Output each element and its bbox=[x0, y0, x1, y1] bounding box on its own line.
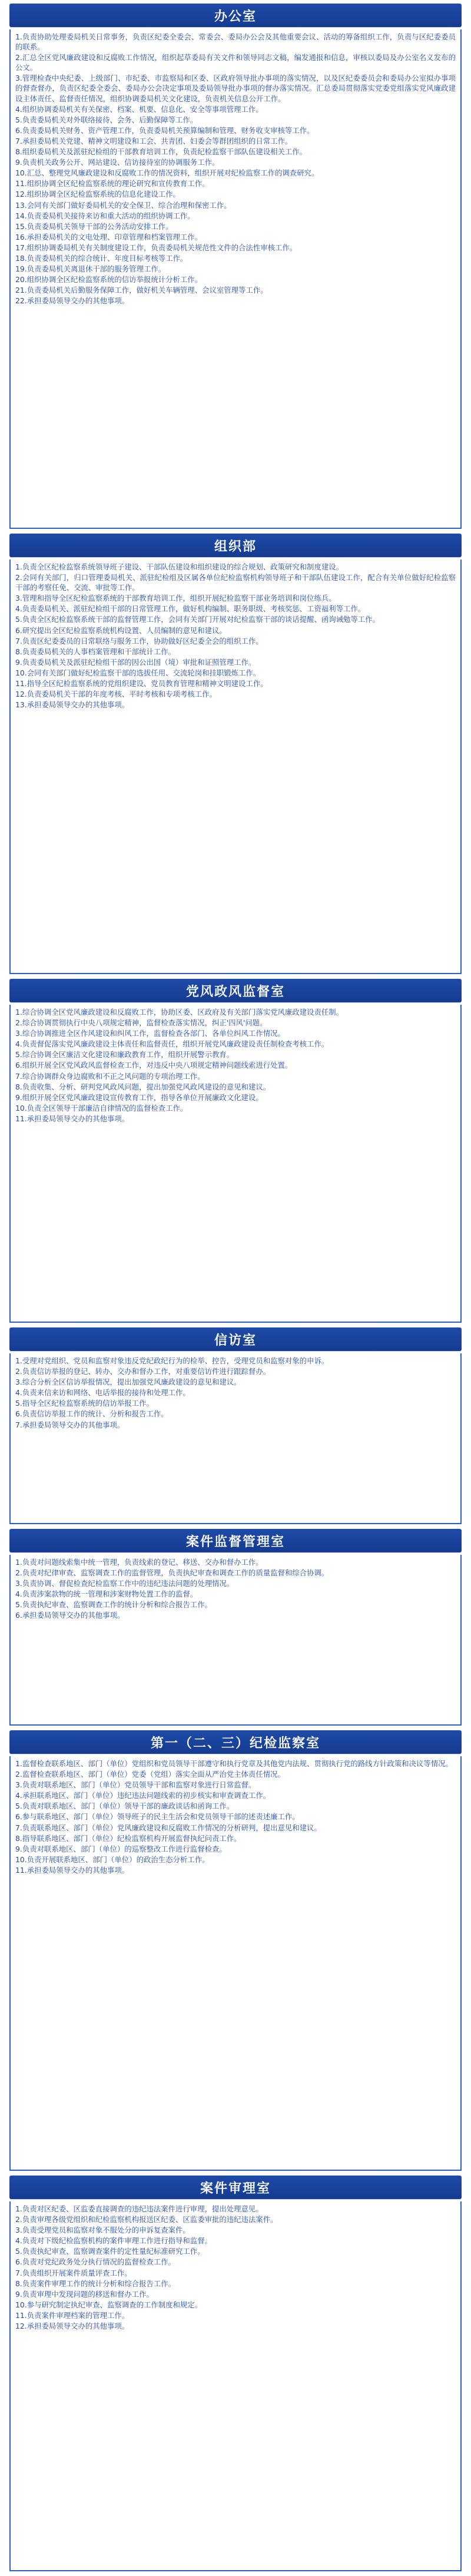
section-body bbox=[9, 1756, 462, 2171]
section-header: 组织部 bbox=[9, 534, 462, 557]
duty-item: 11.组织协调全区纪检监察系统的理论研究和宣传教育工作。 bbox=[15, 179, 210, 188]
duty-item: 5.负责全区纪检监察系统干部的监督管理工作，会同有关部门开展对纪检监察干部的谈话提醒、函询诫勉等工作。 bbox=[15, 615, 380, 624]
section-organization bbox=[6, 534, 465, 979]
duty-item: 7.负责组织开展案件质量评查工作。 bbox=[15, 2268, 132, 2277]
duty-item: 4.组织协调委局机关有关保密、档案、机要、信息化、安全等事项管理工作。 bbox=[15, 104, 263, 114]
duty-item: 4.承担联系地区、部门（单位）违纪违法问题线索的初步核实和审查调查工作。 bbox=[15, 1791, 271, 1800]
duty-item: 1.负责对区纪委、区监委直接调查的违纪违法案件进行审理，提出处理意见。 bbox=[15, 2204, 263, 2213]
duty-item: 11.负责案件审理档案的管理工作。 bbox=[15, 2310, 130, 2320]
duty-item: 20.组织协调全区纪检监察系统的信访举报统计分析工作。 bbox=[15, 275, 203, 284]
duty-item: 6.负责信访举报工作的统计、分析和报告工作。 bbox=[15, 1409, 168, 1419]
section-case-management bbox=[6, 1529, 465, 1730]
duty-item: 2.负责信访举报的登记、转办、交办和督办工作，对重要信访件进行跟踪督办。 bbox=[15, 1367, 271, 1376]
section-body bbox=[9, 559, 462, 974]
duty-item: 3.管理检查中央纪委、上级部门、市纪委、市监察局和区委、区政府领导批办事项的落实情况，以及区纪委委员会和委局办公室拟办事项的督查督办，负责区纪委全委会、委局办公会决定事项及委局领导批办事项的督办落实情况。汇总委局贯彻落实党委党组落实党风廉政建设主体责任、监督责任情况，组织协调委局机关文化建设，负责机关信息公开工作。 bbox=[15, 74, 456, 103]
duty-item: 3.管理和指导全区纪检监察系统的干部教育培训工作，组织开展纪检监察干部业务培训和岗位练兵。 bbox=[15, 594, 336, 603]
section-header: 第一（二、三）纪检监察室 bbox=[9, 1730, 462, 1754]
duty-item: 8.指导联系地区、部门（单位）纪检监察机构开展监督执纪问责工作。 bbox=[15, 1833, 241, 1843]
duty-item: 5.负责执纪审查、监察调查案件的定性量纪标准研究工作。 bbox=[15, 2247, 205, 2256]
duty-item: 9.负责机关政务公开、网站建设、信访接待室的协调服务工作。 bbox=[15, 158, 220, 167]
duty-item: 9.负责对联系地区、部门（单位）的巡察整改工作进行监督检查。 bbox=[15, 1844, 227, 1853]
duty-item: 17.组织协调委局机关有关制度建设工作，负责委局机关规范性文件的合法性审核工作。 bbox=[15, 243, 297, 252]
duty-item: 7.承担委局机关党建、精神文明建设和工会、共青团、妇委会等群团组织的日常工作。 bbox=[15, 136, 293, 145]
duty-item: 11.指导全区纪检监察系统的党组织建设、党员教育管理和精神文明建设工作。 bbox=[15, 679, 268, 688]
duty-item: 4.负责委局机关、派驻纪检组干部的日常管理工作，做好机构编制、职务职级、考核奖惩、工资福利等工作。 bbox=[15, 604, 366, 614]
duty-item: 3.综合分析全区信访举报情况，提出加强党风廉政建设的意见和建议。 bbox=[15, 1378, 241, 1387]
duty-item: 9.组织开展全区党风廉政建设宣传教育工作，指导各单位开展廉政文化建设。 bbox=[15, 1092, 263, 1102]
section-discipline-rooms bbox=[6, 1730, 465, 2176]
section-body bbox=[9, 29, 462, 529]
duty-item: 15.负责委局机关领导干部的公务活动安排工作。 bbox=[15, 221, 173, 231]
duty-item: 10.负责开展联系地区、部门（单位）的政治生态分析工作。 bbox=[15, 1855, 210, 1864]
duty-item: 1.负责全区纪检监察系统领导班子建设、干部队伍建设和组织建设的综合规划、政策研究和制度建设。 bbox=[15, 562, 344, 571]
duty-item: 6.负责委局机关财务、资产管理工作，负责委局机关预算编制和管理、财务收支审核等工作。 bbox=[15, 125, 314, 135]
duty-item: 21.负责委局机关后勤服务保障工作，做好机关车辆管理、会议室管理等工作。 bbox=[15, 286, 268, 295]
section-header: 党风政风监督室 bbox=[9, 979, 462, 1002]
duty-item: 2.会同有关部门，归口管理委局机关、派驻纪检组及区属各单位纪检监察机构领导班子和干部队伍建设工作，配合有关单位做好纪检监察干部的考察任免、交流、审批等工作。 bbox=[15, 573, 456, 592]
duty-item: 12.负责委局机关干部的年度考核、平时考核和专项考核工作。 bbox=[15, 690, 217, 699]
duty-item: 10.汇总、整理党风廉政建设和反腐败工作的情况资料，组织开展对纪检监察工作的调查研究。 bbox=[15, 168, 319, 178]
duty-item: 19.负责委局机关离退休干部的服务管理工作。 bbox=[15, 264, 166, 274]
section-header: 案件监督管理室 bbox=[9, 1529, 462, 1552]
duty-item: 14.负责委局机关接待来访和重大活动的组织协调工作。 bbox=[15, 211, 195, 220]
duty-item: 3.综合协调推进全区作风建设和纠风工作，监督检查各部门、各单位纠风工作情况。 bbox=[15, 1029, 285, 1038]
duty-item: 1.受理对党组织、党员和监察对象违反党纪政纪行为的检举、控告，受理党员和监察对象的申诉。 bbox=[15, 1356, 329, 1365]
duty-item: 1.监督检查联系地区、部门（单位）党组织和党员领导干部遵守和执行党章及其他党内法规、贯彻执行党的路线方针政策和决议等情况。 bbox=[15, 1759, 453, 1768]
duty-item: 7.综合协调群众身边腐败和不正之风问题的专项治理工作。 bbox=[15, 1071, 205, 1081]
section-header: 信访室 bbox=[9, 1327, 462, 1351]
duty-item: 5.指导全区纪检监察系统的信访举报工作。 bbox=[15, 1399, 154, 1408]
duty-item: 18.负责委局机关的综合统计、年度目标考核等工作。 bbox=[15, 253, 188, 263]
duty-item: 5.负责执纪审查、监察调查工作的统计分析和综合报告工作。 bbox=[15, 1600, 212, 1610]
duty-item: 9.负责审理中发现问题的移送和督办工作。 bbox=[15, 2289, 154, 2299]
duty-item: 5.负责委局机关对外联络接待、会务、后勤保障等工作。 bbox=[15, 115, 198, 124]
duty-item: 9.负责委局机关及派驻纪检组干部的因公出国（境）审批和证照管理工作。 bbox=[15, 657, 256, 667]
section-body bbox=[9, 2201, 462, 2571]
duty-item: 4.负责来信来访和网络、电话举报的接待和处理工作。 bbox=[15, 1388, 190, 1398]
duty-item: 10.负责全区领导干部廉洁自律情况的监督检查工作。 bbox=[15, 1103, 188, 1112]
duty-item: 7.负责区纪委委员的日常联络与服务工作，协助做好区纪委全会的组织工作。 bbox=[15, 636, 263, 645]
section-body bbox=[9, 1555, 462, 1726]
duty-item: 2.负责审理各级党组织和纪检监察机构报送区纪委、区监委审批的违纪违法案件。 bbox=[15, 2215, 278, 2224]
section-office bbox=[6, 4, 465, 534]
section-header: 案件审理室 bbox=[9, 2176, 462, 2199]
duty-item: 4.负责督促落实党风廉政建设主体责任和监督责任，组织开展党风廉政建设责任制检查考核工作。 bbox=[15, 1039, 329, 1049]
duty-item: 6.参与联系地区、部门（单位）领导班子的民主生活会和党员领导干部的述责述廉工作。 bbox=[15, 1812, 300, 1822]
duty-item: 4.负责涉案款物的统一管理和涉案财物处置工作的监督。 bbox=[15, 1590, 198, 1599]
section-case-review bbox=[6, 2176, 465, 2576]
duty-item: 3.负责协调、督促检查纪检监察工作中的违纪违法问题的处理情况。 bbox=[15, 1579, 234, 1588]
duty-item: 5.负责对联系地区、部门（单位）领导干部的廉政谈话和函询工作。 bbox=[15, 1802, 234, 1811]
section-petition-office bbox=[6, 1327, 465, 1529]
duty-item: 4.负责对下级纪检监察机构的案件审理工作进行指导和监督。 bbox=[15, 2236, 212, 2246]
duty-item: 7.负责联系地区、部门（单位）党风廉政建设和反腐败工作情况的分析研判，提出意见和建议。 bbox=[15, 1823, 321, 1832]
duty-item: 13.会同有关部门做好委局机关的安全保卫、综合治理和保密工作。 bbox=[15, 200, 231, 210]
duty-item: 8.组织委局机关及派驻纪检组的干部教育培训工作，负责纪检监察干部队伍建设相关工作。 bbox=[15, 147, 307, 157]
duty-item: 13.承担委局领导交办的其他事项。 bbox=[15, 700, 130, 710]
duty-item: 1.负责协助处理委局机关日常事务，负责区纪委全委会、常委会、委局办公会及其他重要会议、活动的筹备组织工作，负责与区纪委委员的联系。 bbox=[15, 32, 456, 52]
duty-item: 1.负责对问题线索集中统一管理，负责线索的登记、移送、交办和督办工作。 bbox=[15, 1558, 263, 1567]
duty-item: 12.承担委局领导交办的其他事项。 bbox=[15, 2322, 130, 2331]
duty-item: 8.负责收集、分析、研判党风政风问题，提出加强党风政风建设的意见和建议。 bbox=[15, 1082, 271, 1091]
duty-item: 5.综合协调全区廉洁文化建设和廉政教育工作，组织开展警示教育。 bbox=[15, 1050, 234, 1059]
duty-item: 3.负责受理党员和监察对象不服处分的申诉复查案件。 bbox=[15, 2226, 190, 2235]
duty-item: 8.负责案件审理工作的统计分析和综合报告工作。 bbox=[15, 2279, 176, 2288]
duty-item: 1.综合协调全区党风廉政建设和反腐败工作，协助区委、区政府及有关部门落实党风廉政建设责任制。 bbox=[15, 1008, 344, 1017]
duty-item: 10.会同有关部门做好纪检监察干部的选拔任用、交流轮岗和挂职锻炼工作。 bbox=[15, 668, 261, 677]
duty-item: 11.承担委局领导交办的其他事项。 bbox=[15, 1865, 130, 1875]
section-header: 办公室 bbox=[9, 4, 462, 27]
duty-item: 10.参与研究制定执纪审查、监察调查的工作制度和规定。 bbox=[15, 2300, 203, 2309]
duty-item: 6.承担委局领导交办的其他事项。 bbox=[15, 1611, 125, 1620]
duty-item: 2.负责对纪律审查、监察调查工作的监督管理，负责执纪审查和调查工作的质量监督和综合协调。 bbox=[15, 1568, 329, 1578]
duty-item: 12.组织协调全区纪检监察系统的信息化建设工作。 bbox=[15, 190, 180, 199]
duty-item: 8.负责委局机关的人事档案管理和干部统计工作。 bbox=[15, 647, 176, 656]
duty-item: 3.负责对联系地区、部门（单位）党员领导干部和监察对象进行日常监督。 bbox=[15, 1780, 256, 1790]
duty-item: 22.承担委局领导交办的其他事项。 bbox=[15, 296, 130, 306]
duty-item: 7.承担委局领导交办的其他事项。 bbox=[15, 1420, 125, 1429]
duty-item: 2.综合协调贯彻执行中央八项规定精神，监督检查落实情况，纠正'四风'问题。 bbox=[15, 1018, 267, 1028]
duty-item: 6.负责对党纪政务处分执行情况的监督检查工作。 bbox=[15, 2257, 176, 2267]
duty-item: 6.研究提出全区纪检监察系统机构设置、人员编制的意见和建议。 bbox=[15, 625, 227, 635]
duty-item: 2.监督检查联系地区、部门（单位）党委（党组）落实全面从严治党主体责任情况。 bbox=[15, 1770, 285, 1779]
section-body bbox=[9, 1353, 462, 1524]
section-body bbox=[9, 1005, 462, 1323]
duty-item: 6.组织开展全区党风政风监督检查工作，对违反中央八项规定精神问题线索进行处置。 bbox=[15, 1061, 293, 1070]
section-party-style-supervision bbox=[6, 979, 465, 1327]
duty-item: 11.承担委局领导交办的其他事项。 bbox=[15, 1114, 130, 1123]
duty-item: 16.承担委局机关的文电处理、印章管理和档案管理工作。 bbox=[15, 232, 203, 241]
duty-item: 2.汇总全区党风廉政建设和反腐败工作情况，组织起草委局有关文件和领导同志文稿，编发通报和信息，审核以委局及办公室名义发布的公文。 bbox=[15, 53, 456, 72]
